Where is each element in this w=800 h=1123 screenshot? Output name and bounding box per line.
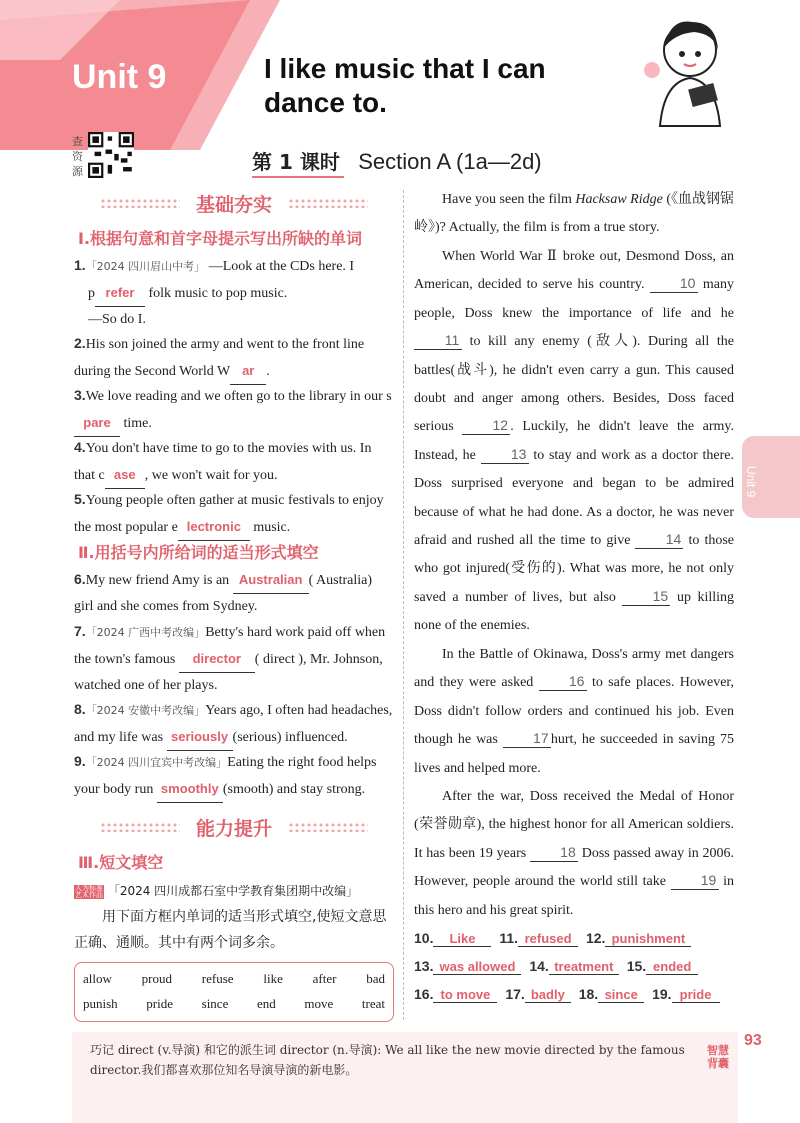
passage-paragraph-1: Have you seen the film Hacksaw Ridge (《血战钢锯岭》)? Actually, the film is from a true story. bbox=[414, 192, 735, 236]
answer-7[interactable]: director bbox=[179, 646, 255, 673]
question-9: 9.「2024 四川宜宾中考改编」Eating the right food helps your body run smoothly (smooth) and stay strong. bbox=[74, 748, 394, 803]
answer-18[interactable]: since bbox=[598, 987, 644, 1003]
blank-12[interactable]: 12 bbox=[462, 416, 510, 435]
section-title-advanced: 能力提升 bbox=[195, 818, 272, 840]
passage-paragraph-3: In the Battle of Okinawa, Doss's army met dangers and they were asked 16 to safe places. However, Doss didn't follow orders and continued his job. Even though he was 17 hurt, he succeeded in saving 75 lives and helped more. bbox=[414, 647, 735, 776]
page-number: 93 bbox=[744, 1032, 762, 1049]
answer-3[interactable]: pare bbox=[74, 410, 120, 437]
answer-19[interactable]: pride bbox=[672, 987, 720, 1003]
unit-side-tab[interactable]: Unit 9 bbox=[742, 436, 800, 518]
question-3: 3.We love reading and we often go to the library in our spare time. bbox=[74, 382, 394, 437]
word-bank-word: allow bbox=[83, 971, 112, 986]
answer-14[interactable]: treatment bbox=[549, 959, 619, 975]
answer-16[interactable]: to move bbox=[433, 987, 497, 1003]
word-bank-word: after bbox=[312, 971, 337, 986]
blank-11[interactable]: 11 bbox=[414, 331, 462, 350]
question-1: 1.「2024 四川眉山中考」 —Look at the CDs here. I p refer folk music to pop music. —So do I. bbox=[74, 257, 355, 327]
answer-13[interactable]: was allowed bbox=[433, 959, 521, 975]
answer-5[interactable]: lectronic bbox=[178, 514, 250, 541]
answer-1[interactable]: refer bbox=[95, 280, 145, 307]
question-2: 2.His son joined the army and went to the front line during the Second World W ar . bbox=[74, 330, 394, 385]
answer-row-2: 13. was allowed 14. treatment 15. ended bbox=[414, 958, 754, 975]
word-bank-row-1 bbox=[75, 966, 393, 991]
blank-16[interactable]: 16 bbox=[539, 672, 587, 691]
unit-label: Unit 9 bbox=[72, 58, 167, 96]
dotted-decoration bbox=[100, 822, 180, 832]
part-3-instruction: 用下面方框内单词的适当形式填空,使短文意思正确、通顺。其中有两个词多余。 bbox=[74, 909, 387, 951]
part-2-title: Ⅱ.用括号内所给词的适当形式填空 bbox=[78, 543, 319, 562]
blank-19[interactable]: 19 bbox=[671, 871, 719, 890]
question-6: 6.My new friend Amy is an Australian ( Australia) girl and she comes from Sydney. bbox=[74, 566, 394, 620]
answer-row-3: 16. to move 17. badly 18. since 19. pride bbox=[414, 986, 754, 1003]
answer-9[interactable]: smoothly bbox=[157, 776, 223, 803]
answer-10[interactable]: Like bbox=[433, 931, 491, 947]
answer-12[interactable]: punishment bbox=[605, 931, 691, 947]
word-bank-box bbox=[74, 962, 394, 1022]
question-4: 4.You don't have time to go to the movies with us. In that c ase , we won't wait for you. bbox=[74, 434, 394, 489]
word-bank-word: move bbox=[304, 996, 334, 1011]
word-bank-word: refuse bbox=[201, 971, 234, 986]
dotted-decoration bbox=[288, 198, 368, 208]
blank-10[interactable]: 10 bbox=[650, 274, 698, 293]
tip-text: 巧记 direct (v.导演) 和它的派生词 director (n.导演): We all like the new movie directed by the famous director.我们都喜欢那位知名导演导演的新电影。 bbox=[90, 1043, 685, 1077]
page-title: I like music that I can dance to. bbox=[264, 53, 546, 118]
word-bank-word: pride bbox=[146, 996, 174, 1011]
passage-paragraph-4: After the war, Doss received the Medal of Honor (荣誉勋章), the highest honor for all American soldiers. It has been 19 years 18 Doss passed away in 2006. However, people around the world still take 19 in this hero and his great spirit. bbox=[414, 789, 735, 918]
blank-18[interactable]: 18 bbox=[530, 843, 578, 862]
question-8: 8.「2024 安徽中考改编」Years ago, I often had headaches, and my life was seriously (serious) influenced. bbox=[74, 696, 394, 751]
answer-2[interactable]: ar bbox=[230, 358, 266, 385]
word-bank-word: punish bbox=[83, 996, 118, 1011]
answer-4[interactable]: ase bbox=[105, 462, 145, 489]
blank-15[interactable]: 15 bbox=[622, 587, 670, 606]
answer-row-1: 10. Like 11. refused 12. punishment bbox=[414, 930, 754, 947]
qr-code-icon[interactable] bbox=[88, 132, 134, 178]
word-bank-word: since bbox=[201, 996, 229, 1011]
mascot-illustration bbox=[630, 8, 750, 128]
answer-8[interactable]: seriously bbox=[167, 724, 233, 751]
word-bank-word: proud bbox=[141, 971, 173, 986]
wisdom-badge: 智慧背囊 bbox=[707, 1044, 729, 1070]
section-title-basic: 基础夯实 bbox=[195, 194, 272, 216]
word-bank-word: treat bbox=[361, 996, 385, 1011]
part-3-source: 人为标准 艺术作品 「2024 四川成都石室中学教育集团期中改编」 bbox=[75, 883, 359, 899]
word-bank-word: bad bbox=[366, 971, 385, 986]
column-divider bbox=[403, 190, 404, 1020]
word-bank-word: like bbox=[263, 971, 283, 986]
word-bank-row-2 bbox=[75, 991, 393, 1016]
answer-17[interactable]: badly bbox=[525, 987, 571, 1003]
question-5: 5.Young people often gather at music festivals to enjoy the most popular e lectronic music. bbox=[74, 486, 394, 541]
question-7: 7.「2024 广西中考改编」Betty's hard work paid off when the town's famous director ( direct ), Mr. Johnson, watched one of her plays. bbox=[74, 623, 386, 693]
lesson-underline bbox=[252, 176, 344, 178]
dotted-decoration bbox=[288, 822, 368, 832]
passage-paragraph-2: When World War Ⅱ broke out, Desmond Doss, an American, decided to serve his country. 10 many people, Doss knew the importance of life and he 11 to kill any enemy (敌人). During all the battles(战斗), he didn't even carry a gun. This caused doubt and anger among others. Besides, Doss faced serious 12 . Luckily, he didn't leave the army. Instead, he 13 to stay and work as a doctor there. Doss surprised everyone and began to be admired because of what he had done. As a doctor, he was never afraid and rushed all the time to give 14 to those who got injured(受伤的). What was more, he not only saved a number of lives, but also 15 up killing none of the enemies. bbox=[414, 249, 735, 634]
qr-label: 查资源 bbox=[72, 135, 83, 178]
publisher-logo: 人为标准 艺术作品 bbox=[75, 883, 103, 899]
blank-13[interactable]: 13 bbox=[481, 445, 529, 464]
blank-14[interactable]: 14 bbox=[635, 530, 683, 549]
answer-6[interactable]: Australian bbox=[233, 567, 309, 594]
dotted-decoration bbox=[100, 198, 180, 208]
part-3-title: Ⅲ.短文填空 bbox=[78, 853, 164, 872]
answer-11[interactable]: refused bbox=[518, 931, 578, 947]
lesson-title: 第 1 课时 Section A (1a—2d) bbox=[252, 149, 542, 174]
part-1-title: Ⅰ.根据句意和首字母提示写出所缺的单词 bbox=[78, 229, 363, 248]
word-bank-word: end bbox=[256, 996, 276, 1011]
blank-17[interactable]: 17 bbox=[503, 729, 551, 748]
answer-15[interactable]: ended bbox=[646, 959, 698, 975]
